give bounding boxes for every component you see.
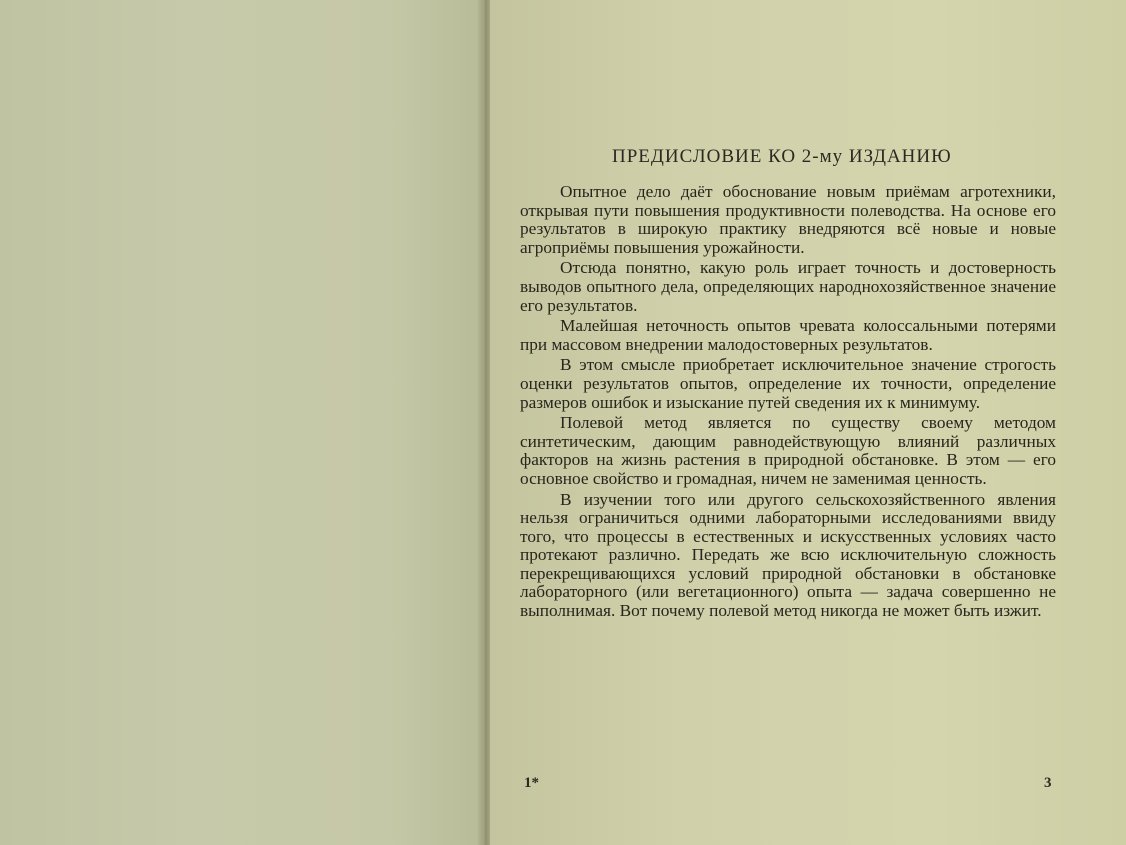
- page-title: ПРЕДИСЛОВИЕ КО 2-му ИЗДАНИЮ: [612, 146, 952, 167]
- paragraph: Полевой метод является по существу своему методом синтетическим, дающим равнодействующую влияний различных факторов на жизнь растения в природной обстановке. В этом — его основное свойство и громадная, ничем не заменимая ценность.: [520, 413, 1056, 488]
- page-number: 3: [1044, 775, 1052, 791]
- paragraph: Малейшая неточность опытов чревата колоссальными потерями при массовом внедрении малодостоверных результатов.: [520, 316, 1056, 354]
- left-page-blank: [0, 0, 484, 845]
- paragraph: В изучении того или другого сельскохозяйственного явления нельзя ограничиться одними лабораторными исследованиями ввиду того, что процессы в естественных и искусственных условиях часто протекают различно. Передать же всю исключительную сложность перекрещивающихся условий природной обстановки в обстановке лабораторного (или вегетационного) опыта — задача совершенно не выполнимая. Вот почему полевой метод никогда не может быть изжит.: [520, 489, 1056, 621]
- body-text: [520, 183, 1056, 623]
- paragraph: Отсюда понятно, какую роль играет точность и достоверность выводов опытного дела, определяющих народнохозяйственное значение его результатов.: [520, 258, 1056, 315]
- paragraph: В этом смысле приобретает исключительное значение строгость оценки результатов опытов, определение их точности, определение размеров ошибок и изыскание путей сведения их к минимуму.: [520, 355, 1056, 412]
- paragraph: Опытное дело даёт обоснование новым приёмам агротехники, открывая пути повышения продуктивности полеводства. На основе его результатов в широкую практику внедряются всё новые и новые агроприёмы повышения урожайности.: [520, 182, 1056, 257]
- signature-mark: 1*: [524, 775, 539, 791]
